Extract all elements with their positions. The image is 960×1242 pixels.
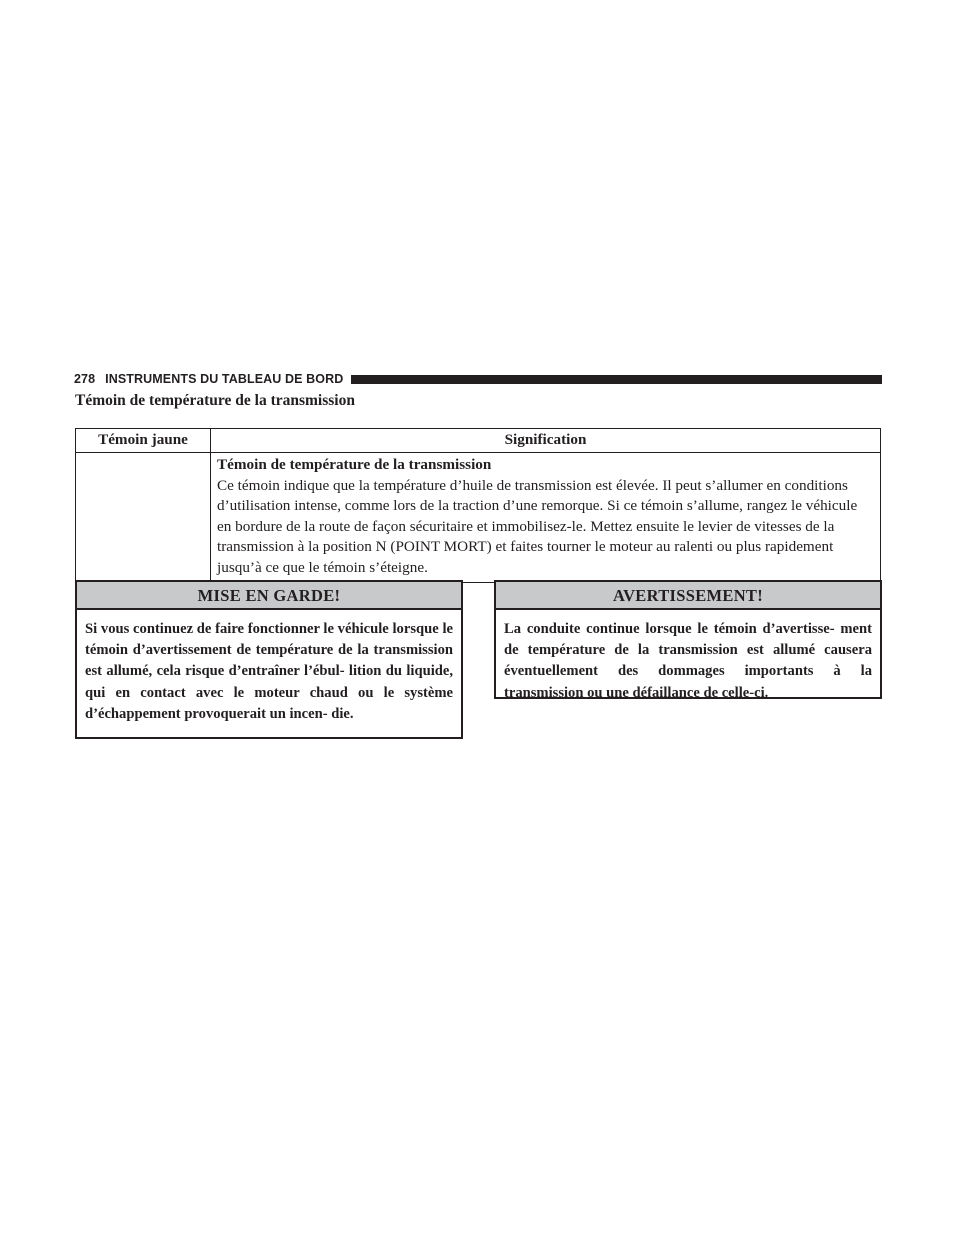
meaning-text: Ce témoin indique que la température d’huile de transmission est élevée. Il peut s’allumer en conditions d’utilisation intense, comme lors de la traction d’une remorque. Si ce témoin s’allume, rangez le véhicule en bordure de la route de façon sécuritaire et immobilisez-le. Mettez ensuite le levier de vitesses de la transmission à la position N (POINT MORT) et faites tourner le moteur au ralenti ou plus rapidement jusqu’à ce que le témoin s’éteigne. <box>217 476 858 576</box>
indicator-table <box>75 428 881 583</box>
indicator-cell <box>76 453 211 583</box>
warning-title: AVERTISSEMENT! <box>496 582 880 610</box>
table-row <box>76 453 881 583</box>
page-header <box>74 371 882 387</box>
caution-box <box>75 580 463 739</box>
section-title: INSTRUMENTS DU TABLEAU DE BORD <box>105 372 344 386</box>
column-header-indicator: Témoin jaune <box>76 429 211 453</box>
header-rule <box>351 375 882 384</box>
meaning-cell <box>211 453 881 583</box>
meaning-heading: Témoin de température de la transmission <box>217 456 492 473</box>
caution-title: MISE EN GARDE! <box>77 582 461 610</box>
page-number: 278 <box>74 372 96 386</box>
column-header-meaning: Signification <box>211 429 881 453</box>
table-header-row <box>76 429 881 453</box>
caution-text: Si vous continuez de faire fonctionner le véhicule lorsque le témoin d’avertissement de température de la transmission est allumé, cela risque d’entraîner l’ébul- lition du liquide, qui en contact avec le moteur chaud ou le système d’échappement provoquerait un incen- die. <box>85 621 453 722</box>
warning-text: La conduite continue lorsque le témoin d’avertisse- ment de température de la transmission est allumé causera éventuellement des dommages importants à la transmission ou une défaillance de celle-ci. <box>504 621 872 701</box>
page-title: Témoin de température de la transmission <box>75 392 355 409</box>
warning-box <box>494 580 882 699</box>
